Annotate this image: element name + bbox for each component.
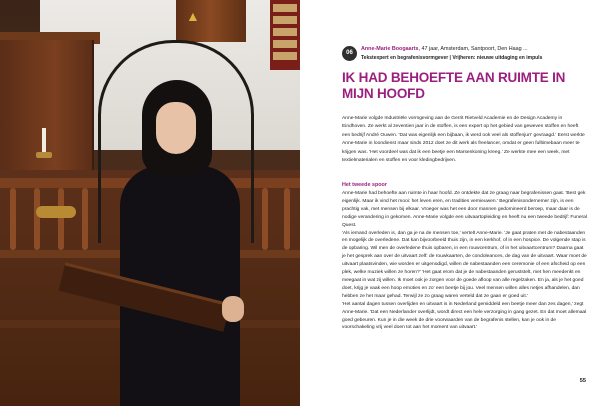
candle <box>42 128 46 154</box>
candle-holder <box>36 152 52 158</box>
person-line <box>361 45 587 53</box>
pulpit <box>0 40 94 170</box>
rail-spindle <box>284 188 290 250</box>
brass-lamp <box>36 206 76 218</box>
person-name: Anne-Marie Boogaarts <box>361 46 419 52</box>
rail-spindle <box>10 188 16 250</box>
rail-spindle <box>34 188 40 250</box>
face <box>156 102 196 154</box>
hymn-board <box>270 0 300 70</box>
hand <box>222 296 244 322</box>
person-details: , 47 jaar, Amsterdam, Santpoort, Den Haag ... <box>418 46 528 52</box>
article-page <box>300 0 600 406</box>
rail-spindle <box>82 188 88 250</box>
article-intro: Anne-Marie volgde Industriële vormgeving aan de Gerrit Rietveld Academie en de Design Academy in Eindhoven. Ze werkt al zeventien jaar in de stoffen, is een expert op het gebied van geweven stoffen en heeft een bedrijf André Ouwen. 'Dat was eigenlijk een bijbaan, ik werd ook veel als stoffenjurr' gevraagd.' Eerst werkte Anne-Marie in loondienst maar sinds 2012 doet ze dit werk als freelancer, omdat er geen fulltimebaan meer te krijgen was. 'Het voordeel was dat ik een beetje een Marsenkoning kreeg.' Ze werkte mee een week, met textielmaterialen en stoffen en voor kledingbedrijven. <box>342 116 585 164</box>
section-subheading: Het tweede spoor <box>342 182 387 188</box>
page-number: 55 <box>579 378 586 384</box>
article-body <box>342 190 587 332</box>
body-paragraph: Anne-Marie had behoefte aan ruimte in haar hoofd. Ze ontdekte dat ze graag naar begrafenissen gaat. 'Best gek eigenlijk. Maar ik vind het mooi: het leven eren, en tradities vernieuwen.' Begrafenisondernemer zijn, is een prachtig vak, met mensen bij elkaar. Vroeger was het een door mannen gedomineerd beroep, maar daar is de nodige verandering in gekomen. Anne-Marie volgde een uitvaartopleiding en heeft nu een tweede bedrijf: Funeral Quest. <box>342 191 587 228</box>
golden-bird-ornament-icon: ▲ <box>186 8 200 24</box>
article-number-badge: 06 <box>342 46 357 61</box>
body-paragraph: 'Het aantal dagen tussen overlijden en uitvaart is in Nederland gemiddeld een beetje meer dan zes dagen,' zegt Anne-Marie. 'Dat een Nederlander overlijdt, wordt direct een hele verzorging in gang gezet. En dat moet allemaal goed gebeuren. Kun je in die week de drie voorwaarden van de begrafenis stellen, kan je ook in de voorschakeling vrij veel doen tot aan het moment van uitvaart.' <box>342 301 587 331</box>
person-roles: Tekstexpert en begrafenisvormgever | Vrijheren: nieuwe uitdaging en impuls <box>361 55 543 61</box>
rail-spindle <box>58 188 64 250</box>
woman-figure <box>120 80 240 406</box>
article-title: IK HAD BEHOEFTE AAN RUIMTE IN MIJN HOOFD <box>342 70 566 101</box>
rail-spindle <box>262 188 268 250</box>
body-paragraph: 'Als iemand overleden is, dan ga je na de mensen toe,' vertelt Anne-Marie. 'Je gaat praten met de nabestaanden en mogelijk de overledene. Dat kan bijvoorbeeld thuis zijn, in een kerkhof, of in een hospice. De volgende stap is de opbaring. Wil men de overledene thuis opbaren, in een rouwcentrum, of in het uitvaartcentrum? Daarna gaat je het gesprek aan over de uitvaart zelf: de rouwkaarten, de condoleances, de dag van de uitvaart. Waar moet de uitvaart plaatsvinden, wie worden er uitgenodigd, willen de nabestaanden een ceremonie of een afscheid op een plek, welke muziek willen ze horen?' 'Het gaat erom dat je de nabestaanden geruststelt, met hen meedenkt en meegaat in wat zij willen. Ik moet ook je zorgen voor de goede afloop van alle regelzaken. En ja, als je het goed doet, krijg je vaak een hoop emoties en zo' een beetje bij jou. Veel mensen willen alles netjes afhandelen, dan hebben ze het maar gehad. Terwijl ze zo graag waren verteld dat ze gaan er goed uit.' <box>342 230 587 299</box>
